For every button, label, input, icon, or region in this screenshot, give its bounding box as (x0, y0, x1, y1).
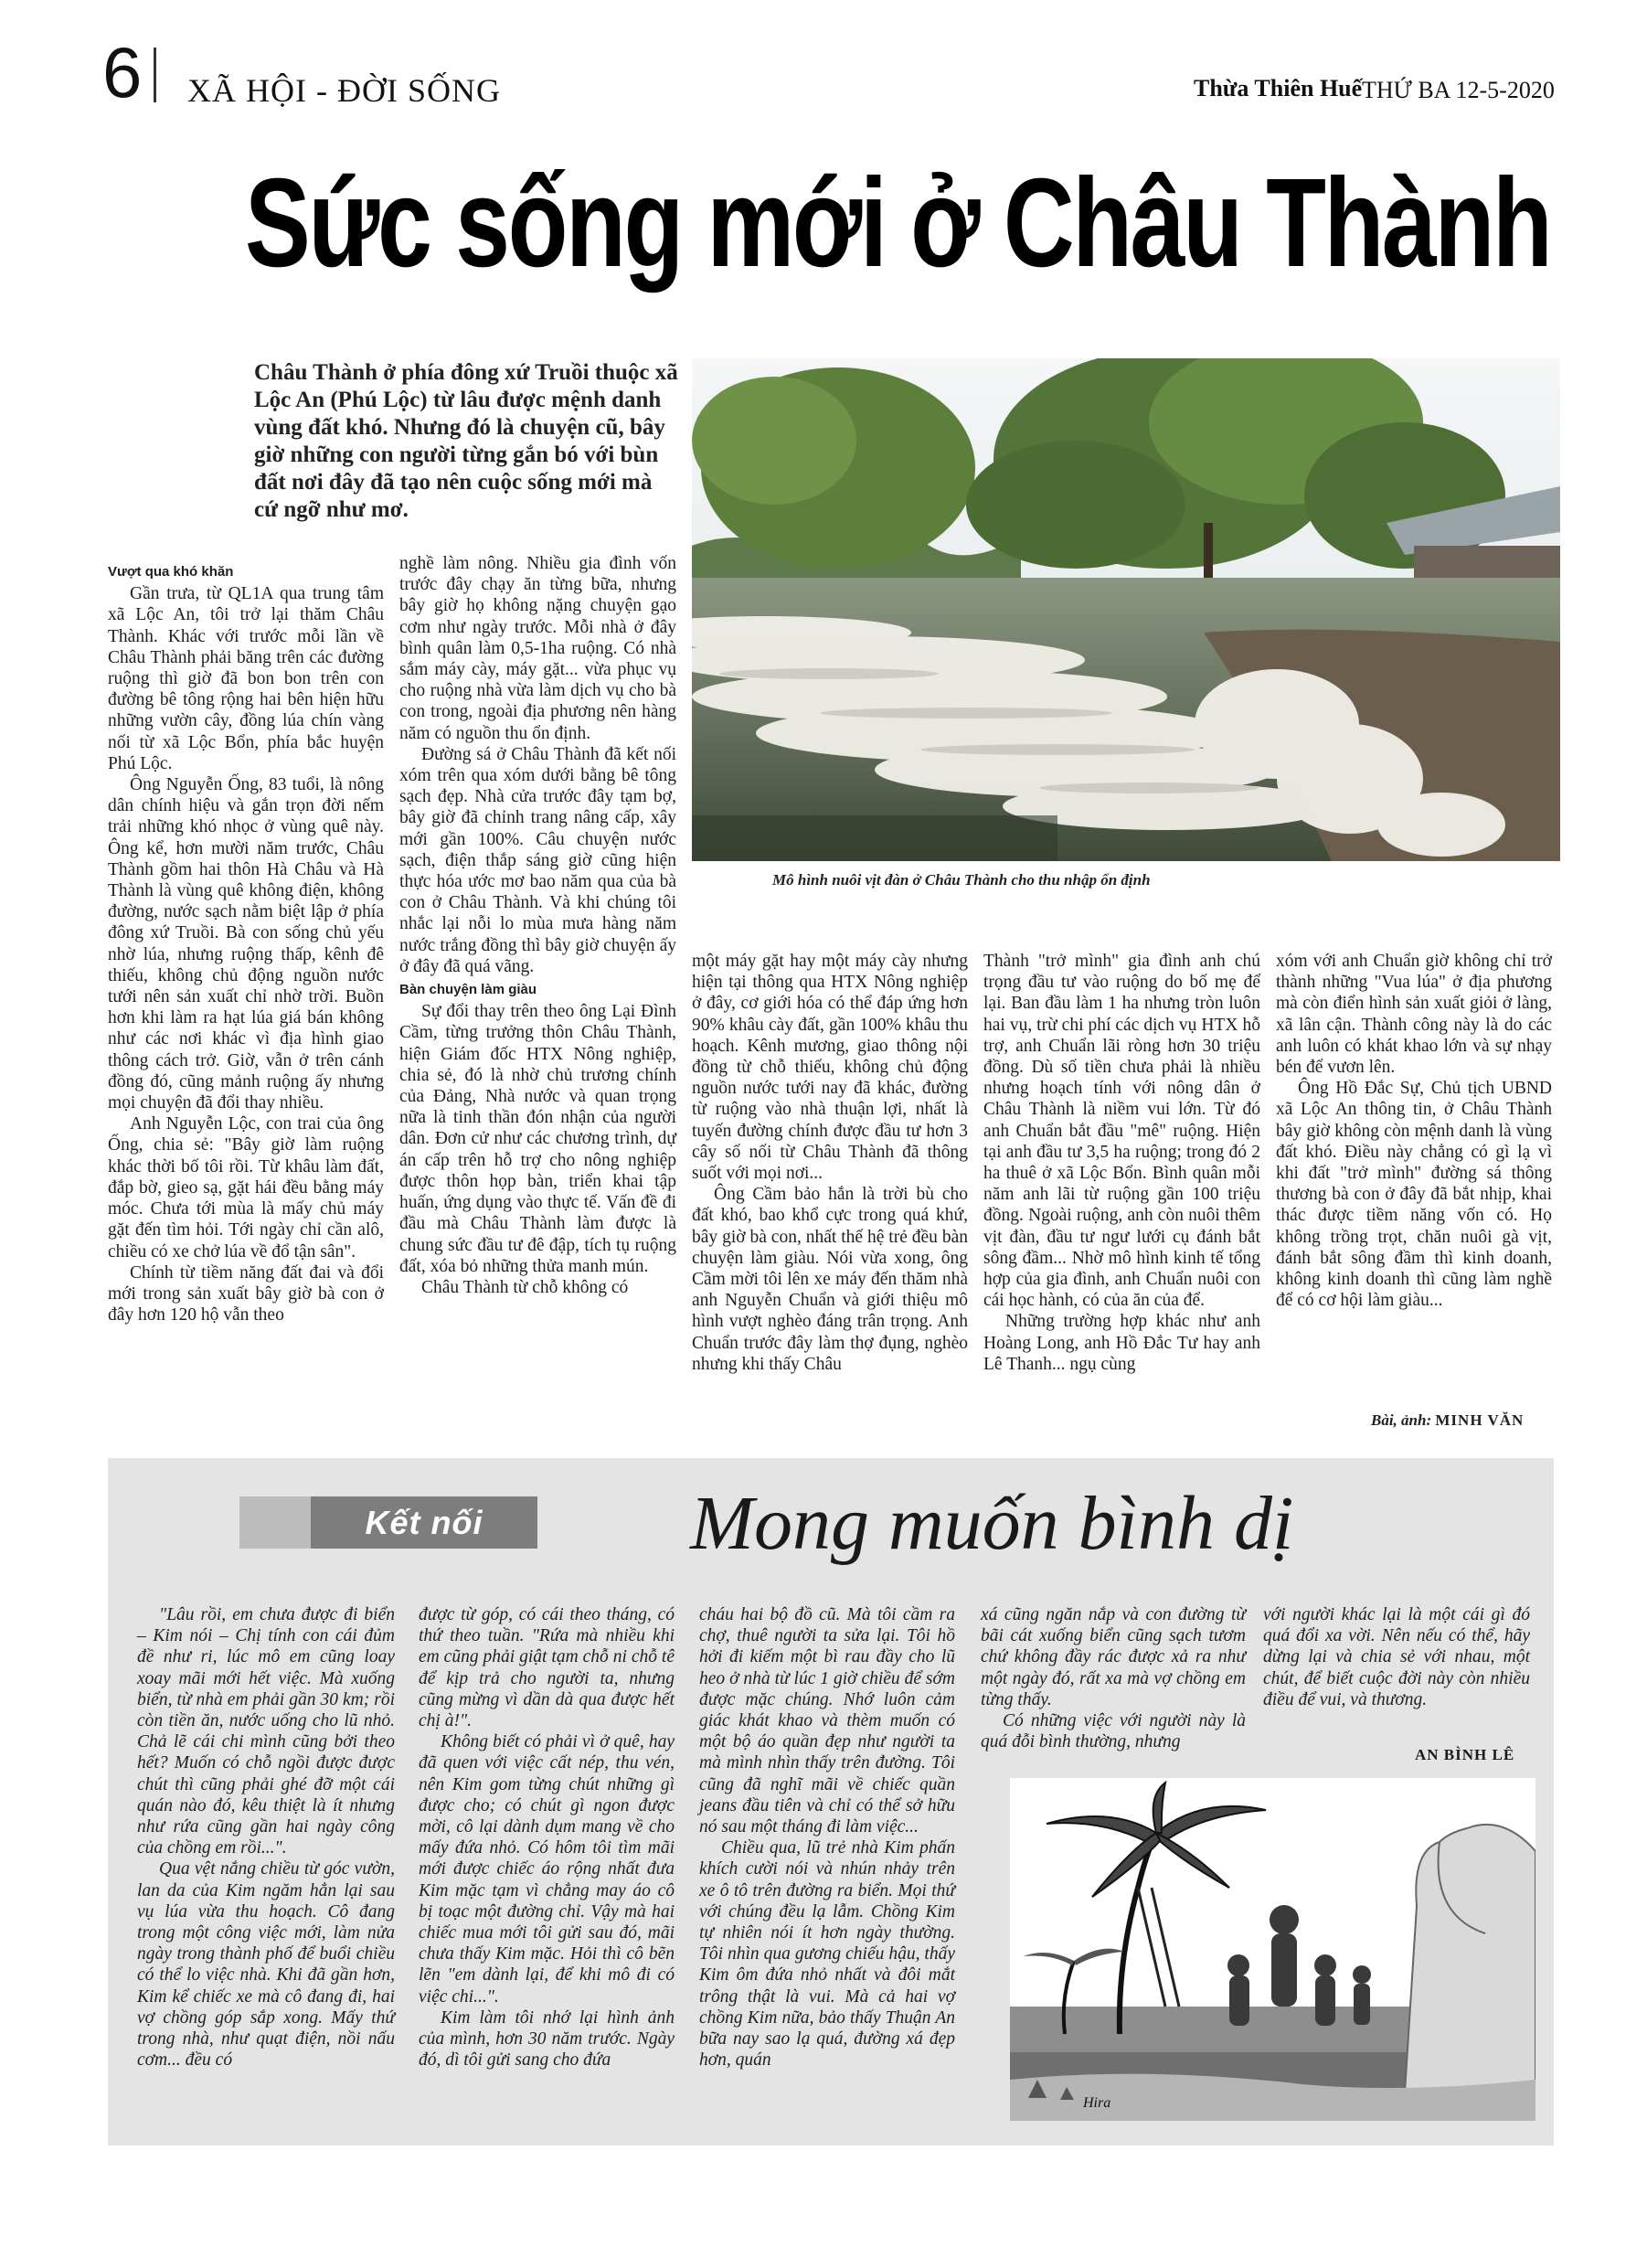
paragraph: Đường sá ở Châu Thành đã kết nối xóm trên qua xóm dưới bằng bê tông sạch đẹp. Nhà cửa trước đây tạm bợ, bây giờ đã chỉnh trang nâng cấp, xây mới gần 100%. Câu chuyện nước sạch, điện thắp sáng giờ cũng hiện thực hóa ước mơ bao năm qua của bà con ở Châu Thành. Và khi chúng tôi nhắc lại nỗi lo mùa mưa hàng năm nước trắng đồng thì bây giờ chuyện ấy ở đây đã quá vãng. (399, 744, 676, 976)
duck-farm-image (692, 358, 1560, 861)
article-column-1 (108, 559, 384, 1326)
paragraph: Kim làm tôi nhớ lại hình ảnh của mình, hơn 30 năm trước. Ngày đó, dì tôi gửi sang cho đứa (419, 2007, 675, 2071)
ket-noi-column-5 (1263, 1604, 1530, 1710)
paragraph: xóm với anh Chuẩn giờ không chỉ trở thành những "Vua lúa" ở địa phương mà còn điển hình sản xuất giỏi ở làng, xã lân cận. Thành công này là do các anh luôn có khát khao lớn và sự nhạy bén để vươn lên. (1276, 952, 1552, 1078)
paragraph: Châu Thành từ chỗ không có (421, 1277, 629, 1297)
paragraph: với người khác lại là một cái gì đó quá đổi xa vời. Nên nếu có thể, hãy dừng lại và chia sẻ với nhau, một chút, để biết cuộc đời này còn nhiều điều để vui, và thương. (1263, 1605, 1530, 1709)
article-lead: Châu Thành ở phía đông xứ Truồi thuộc xã Lộc An (Phú Lộc) từ lâu được mệnh danh vùng đất khó. Nhưng đó là chuyện cũ, bây giờ những con người từng gắn bó với bùn đất nơi đây đã tạo nên cuộc sống mới mà cứ ngỡ như mơ. (254, 360, 678, 522)
paragraph: Anh Nguyễn Lộc, con trai của ông Ống, chia sẻ: "Bây giờ làm ruộng khác thời bố tôi rồi. Từ khâu làm đất, đắp bờ, gieo sạ, gặt hái đều bằng máy móc. Chưa tới mùa là mấy chủ máy gặt đến tìm hỏi. Tới ngày chỉ cần alô, chiều có xe chở lúa về đổ tận sân". (108, 1114, 384, 1262)
ket-noi-column-3 (699, 1604, 955, 2071)
paragraph: Có những việc với người này là quá đỗi bình thường, nhưng (981, 1711, 1246, 1752)
issue-date: THỨ BA 12-5-2020 (1362, 77, 1555, 103)
paragraph: xá cũng ngăn nắp và con đường từ bãi cát xuống biển cũng sạch tươm chứ không đầy rác được xả ra như một ngày đó, rất xa mà vợ chồng em từng thấy. (981, 1605, 1246, 1709)
paragraph: được từ góp, có cái theo tháng, có thứ theo tuần. "Rứa mà nhiều khi em cũng phải giật tạm chỗ ni chỗ tê để kịp trả cho người ta, nhưng cũng mừng vì dần dà qua được hết chị à!". (419, 1605, 675, 1731)
paragraph: Ông Nguyễn Ống, 83 tuổi, là nông dân chính hiệu và gắn trọn đời nếm trải những khó nhọc ở vùng quê này. Ông kể, hơn mười năm trước, Châu Thành gồm hai thôn Hà Châu và Hà Thành là vùng quê không điện, không đường, nước sạch nằm biệt lập ở phía đông xứ Truồi. Bà con sống chủ yếu nhờ lúa, nhưng ruộng thấp, kênh đê thiếu, không chủ động nguồn nước tưới nên sản xuất chỉ nhờ trời. Buồn hơn khi làm ra hạt lúa giá bán không như các nơi khác vì địa hình giao thông cách trở. Giờ, vẫn ở trên cánh đồng đó, cũng mảnh ruộng ấy nhưng mọi chuyện đã đổi thay nhiều. (108, 775, 384, 1113)
header-divider (154, 48, 156, 102)
paragraph: một máy gặt hay một máy cày nhưng hiện tại thông qua HTX Nông nghiệp ở đây, cơ giới hóa có thể đáp ứng hơn 90% khâu cày đất, gần 100% khâu thu hoạch. Kênh mương, giao thông nội đồng từ chỗ thiếu, không chủ động nguồn nước tưới nay đã khác, đường từ ruộng vào nhà thuận lợi, nhất là tuyến đường chính được đầu tư hơn 3 cây số nối từ Châu Thành đã thông suốt với mọi nơi... (692, 952, 968, 1184)
paragraph: Chiều qua, lũ trẻ nhà Kim phấn khích cười nói và nhún nhảy trên xe ô tô trên đường ra biển. Mọi thứ với chúng đều lạ lẫm. Chồng Kim tự nhiên nói ít hơn ngày thường. Tôi nhìn qua gương chiếu hậu, thấy Kim ôm đứa nhỏ nhất và đôi mắt trông thật là vui. Mà cả hai vợ chồng Kim nữa, bảo thấy Thuận An bữa nay sao lạ quá, đường xá đẹp hơn, quán (699, 1838, 955, 2071)
article-column-3 (692, 951, 968, 1375)
illustration-drawing (1010, 1778, 1535, 2121)
paragraph: Qua vệt nắng chiều từ góc vườn, lan da của Kim ngăm hẳn lại sau vụ lúa vừa thu hoạch. Cô đang trong một công việc mới, làm nửa ngày trong thành phố để buổi chiều có thể lo việc nhà. Khi đã gần hơn, Kim kể chiếc xe mà cô đang đi, hai vợ chồng góp sắp xong. Mấy thứ trong nhà, như quạt điện, nồi nấu cơm... đều có (137, 1859, 395, 2071)
ket-noi-column-4 (981, 1604, 1246, 1752)
paragraph: nghề làm nông. Nhiều gia đình vốn trước đây chạy ăn từng bữa, nhưng bây giờ họ không nặng chuyện gạo cơm như ngày trước. Mỗi nhà ở đây bình quân làm 0,5-1ha ruộng. Có nhà sắm máy cày, máy gặt... vừa phục vụ cho ruộng nhà vừa làm dịch vụ cho bà con trong, ngoài địa phương nên hàng năm có nguồn thu ổn định. (399, 554, 676, 743)
paragraph: Sự đổi thay trên theo ông Lại Đình Cầm, từng trưởng thôn Châu Thành, hiện Giám đốc HTX Nông nghiệp, chia sẻ, đó là nhờ chủ trương chính của Đảng, Nhà nước và quan trọng nữa là tinh thần đón nhận của người dân. Đơn cử như các chương trình, dự án cấp trên hỗ trợ cho nông nghiệp được thôn họp bàn, triển khai tập huấn, ứng dụng vào thực tế. Vấn đề đi đầu mà Châu Thành làm được là chung sức đầu tư đê đập, tích tụ ruộng đất, xóa bỏ những thửa manh mún. (399, 1002, 676, 1276)
subhead: Vượt qua khó khăn (108, 564, 234, 580)
illustration-signature: Hira (1083, 2095, 1111, 2111)
ket-noi-byline: AN BÌNH LÊ (1415, 1746, 1515, 1763)
paragraph: Gần trưa, từ QL1A qua trung tâm xã Lộc An, tôi trở lại thăm Châu Thành. Khác với trước mỗi lần về Châu Thành phải băng trên các đường ruộng thì giờ đã bon bon trên con đường bê tông rộng hai bên hiện hữu những vườn cây, đồng lúa chín vàng nối từ xã Lộc Bổn, phía bắc huyện Phú Lộc. (108, 584, 384, 773)
subhead: Bàn chuyện làm giàu (399, 982, 537, 998)
article-column-2 (399, 553, 676, 1298)
paragraph: Những trường hợp khác như anh Hoàng Long, anh Hồ Đắc Tư hay anh Lê Thanh... ngụ cùng (983, 1312, 1260, 1374)
ket-noi-column-2 (419, 1604, 675, 2071)
ket-noi-column-1 (137, 1604, 395, 2071)
newspaper-name: Thừa Thiên Huế (1194, 75, 1363, 101)
paragraph: Thành "trở mình" gia đình anh chú trọng đầu tư vào ruộng do bố mẹ để lại. Ban đầu làm 1 ha nhưng tròn luôn hai vụ, trừ chi phí các dịch vụ HTX hỗ trợ, anh Chuẩn lãi ròng hơn 30 triệu đồng. Dù số tiền chưa phải là nhiều nhưng hoạch tính với nông dân ở Châu Thành là niềm vui lớn. Từ đó anh Chuẩn bắt đầu "mê" ruộng. Hiện tại anh đầu tư 3,5 ha ruộng; trong đó 2 ha thuê ở xã Lộc Bổn. Bình quân mỗi năm anh lãi từ ruộng gần 100 triệu đồng. Ngoài ruộng, anh còn nuôi thêm vịt đàn, đầu tư ngư lưới cụ đánh bắt sông đầm... Nhờ mô hình kinh tế tổng hợp của gia đình, anh Chuẩn nuôi con cái học hành, có của ăn của để. (983, 952, 1260, 1311)
paragraph: Chính từ tiềm năng đất đai và đổi mới trong sản xuất bây giờ bà con ở đây hơn 120 hộ vẫn theo (108, 1262, 384, 1326)
article-column-5 (1276, 951, 1552, 1311)
byline-label: Bài, ảnh: (1371, 1411, 1432, 1429)
ket-noi-tag: Kết nối (311, 1496, 537, 1549)
duck-farm-photo (692, 358, 1560, 861)
byline-author: MINH VĂN (1435, 1411, 1525, 1429)
article-byline (1371, 1411, 1524, 1430)
article-headline: Sức sống mới ở Châu Thành (245, 153, 1551, 293)
paragraph: Không biết có phải vì ở quê, hay đã quen với việc cất nép, thu vén, nên Kim gom từng chút những gì được cho; có chút gì ngon được mời, cô lại dành dụm mang về cho mấy đứa nhỏ. Có hôm tôi tìm mãi mới được chiếc áo rộng nhất đưa Kim mặc tạm vì chẳng may áo cô bị toạc một đường chỉ. Vậy mà hai chiếc mua mới tôi gửi sau đó, mãi chưa thấy Kim mặc. Hỏi thì cô bẽn lẽn "em dành lại, để khi mô đi có việc chi...". (419, 1732, 675, 2007)
article-column-4 (983, 951, 1260, 1375)
section-title: XÃ HỘI - ĐỜI SỐNG (187, 72, 501, 109)
ket-noi-title: Mong muốn bình dị (690, 1481, 1294, 1566)
family-beach-illustration (1010, 1778, 1535, 2121)
paragraph: Ông Cầm bảo hắn là trời bù cho đất khó, bao khổ cực trong quá khứ, bây giờ bà con, nhất thế hệ trẻ đều bàn chuyện làm giàu. Nói vừa xong, ông Cầm mời tôi lên xe máy đến thăm nhà anh Nguyễn Chuẩn và giới thiệu mô hình vượt nghèo đáng trân trọng. Anh Chuẩn trước đây làm thợ đụng, nghèo nhưng khi thấy Châu (692, 1185, 968, 1374)
paragraph: Ông Hồ Đắc Sự, Chủ tịch UBND xã Lộc An thông tin, ở Châu Thành bây giờ không còn mệnh danh là vùng đất khó. Điều này chẳng có gì lạ vì khi đất "trở mình" đường sá thông thương bà con ở đây đã bắt nhịp, khai thác được tiềm năng vốn có. Họ không trồng trọt, chăn nuôi gà vịt, đánh bắt sông đầm thì kinh doanh, không kinh doanh thì cũng làm nghề để có cơ hội làm giàu... (1276, 1079, 1552, 1311)
paragraph: cháu hai bộ đồ cũ. Mà tôi cầm ra chợ, thuê người ta sửa lại. Tôi hồ hởi đi kiếm một bì rau đầy cho lũ heo ở nhà từ lúc 1 giờ chiều để sớm được mặc chúng. Nhớ luôn cảm giác khát khao và thèm muốn có một bộ áo quần đẹp như người ta mà mình nhìn thấy trên đường. Tôi cũng đã nghĩ mãi về chiếc quần jeans đầu tiên và chỉ có thể sở hữu nó sau một tháng đi làm việc... (699, 1605, 955, 1837)
page-number: 6 (102, 32, 143, 112)
paragraph: "Lâu rồi, em chưa được đi biển – Kim nói – Chị tính con cái đủm đề như ri, lúc mô em cũng loay xoay mãi mới hết việc. Mà xuống biển, từ nhà em phải gần 30 km; rồi còn tiền ăn, nước uống cho lũ nhỏ. Chả lẽ cái chi mình cũng bởi theo hết? Muốn có chỗ ngồi được được chút thì cũng phải ghé đỡ một cái quán nào đó, kêu thiệt là ít nhưng như rứa cũng gần hai ngày công của chồng em rồi...". (137, 1605, 395, 1858)
photo-caption: Mô hình nuôi vịt đàn ở Châu Thành cho thu nhập ổn định (772, 871, 1151, 889)
